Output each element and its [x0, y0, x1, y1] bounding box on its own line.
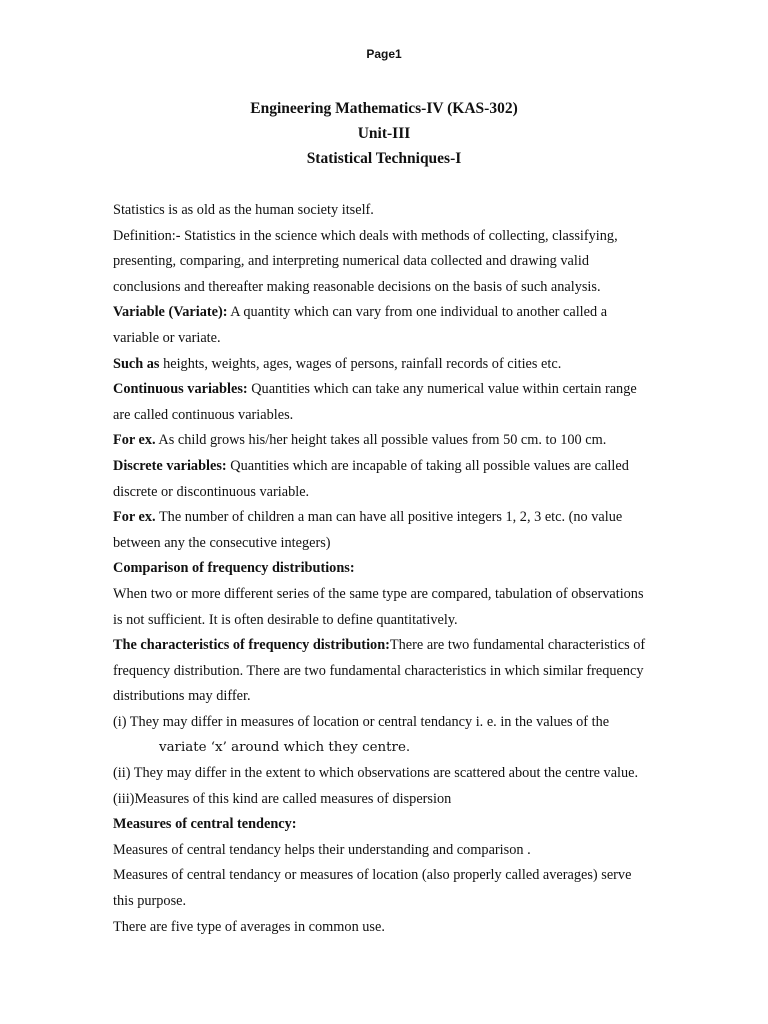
example-paragraph	[113, 505, 683, 531]
comparison-text: is not sufficient. It is often desirable to define quantitatively.	[113, 611, 458, 628]
list-item-iii: (iii)Measures of this kind are called measures of dispersion	[113, 790, 452, 807]
example-label: For ex.	[113, 509, 156, 526]
variable-text: A quantity which can vary from one individual to another called a	[227, 304, 608, 321]
definition-line: Definition:- Statistics in the science which deals with methods of collecting, classifying,	[113, 227, 618, 244]
example-text: The number of children a man can have all positive integers 1, 2, 3 etc. (no value	[155, 509, 623, 526]
discrete-text-cont: discrete or discontinuous variable.	[113, 483, 310, 500]
central-text: Measures of central tendancy helps their understanding and comparison .	[113, 841, 531, 858]
body-text	[113, 198, 683, 940]
variable-paragraph	[113, 300, 683, 326]
discrete-paragraph	[113, 454, 683, 480]
discrete-heading: Discrete variables:	[113, 457, 227, 474]
intro-line: Statistics is as old as the human society itself.	[113, 202, 374, 218]
continuous-text-cont: are called continuous variables.	[113, 406, 294, 423]
characteristics-heading: The characteristics of frequency distribution:	[113, 637, 390, 654]
comparison-heading-text: Comparison of frequency distributions:	[113, 560, 355, 577]
such-as-text: heights, weights, ages, wages of persons, rainfall records of cities etc.	[159, 355, 562, 372]
central-heading	[113, 812, 683, 838]
characteristics-paragraph	[113, 633, 683, 659]
central-text: this purpose.	[113, 893, 187, 910]
list-item-i: (i) They may differ in measures of location or central tendancy i. e. in the values of the	[113, 713, 610, 730]
page-number: Page1	[366, 47, 402, 61]
continuous-paragraph	[113, 377, 683, 403]
example-label: For ex.	[113, 432, 156, 449]
course-title: Engineering Mathematics-IV (KAS-302)	[250, 100, 518, 117]
topic-title: Statistical Techniques-I	[306, 150, 462, 167]
variable-heading: Variable (Variate):	[113, 304, 228, 321]
characteristics-text: distributions may differ.	[113, 688, 251, 705]
example-text: As child grows his/her height takes all possible values from 50 cm. to 100 cm.	[155, 432, 607, 449]
characteristics-text: frequency distribution. There are two fundamental characteristics in which similar frequency	[113, 662, 644, 679]
title-block	[0, 96, 768, 171]
list-item-i-cont: variate ‘x’ around which they centre.	[159, 740, 411, 756]
characteristics-text: There are two fundamental characteristics of	[389, 637, 646, 654]
central-text: Measures of central tendancy or measures of location (also properly called averages) serve	[113, 867, 632, 884]
central-heading-text: Measures of central tendency:	[113, 816, 297, 833]
comparison-text: When two or more different series of the same type are compared, tabulation of observations	[113, 585, 644, 602]
comparison-heading	[113, 556, 683, 582]
list-item-ii: (ii) They may differ in the extent to which observations are scattered about the centre value.	[113, 765, 639, 782]
continuous-heading: Continuous variables:	[113, 381, 248, 398]
example-text-cont: between any the consecutive integers)	[113, 534, 331, 551]
variable-text-cont: variable or variate.	[113, 329, 221, 346]
unit-title: Unit-III	[357, 125, 411, 142]
discrete-text: Quantities which are incapable of taking all possible values are called	[226, 457, 629, 474]
such-as-label: Such as	[113, 355, 160, 372]
such-as-paragraph	[113, 352, 683, 378]
definition-line: presenting, comparing, and interpreting numerical data collected and drawing valid	[113, 253, 589, 270]
central-text: There are five type of averages in common use.	[113, 918, 385, 935]
continuous-text: Quantities which can take any numerical value within certain range	[247, 381, 637, 398]
definition-line: conclusions and thereafter making reasonable decisions on the basis of such analysis.	[113, 278, 601, 295]
example-paragraph	[113, 428, 683, 454]
